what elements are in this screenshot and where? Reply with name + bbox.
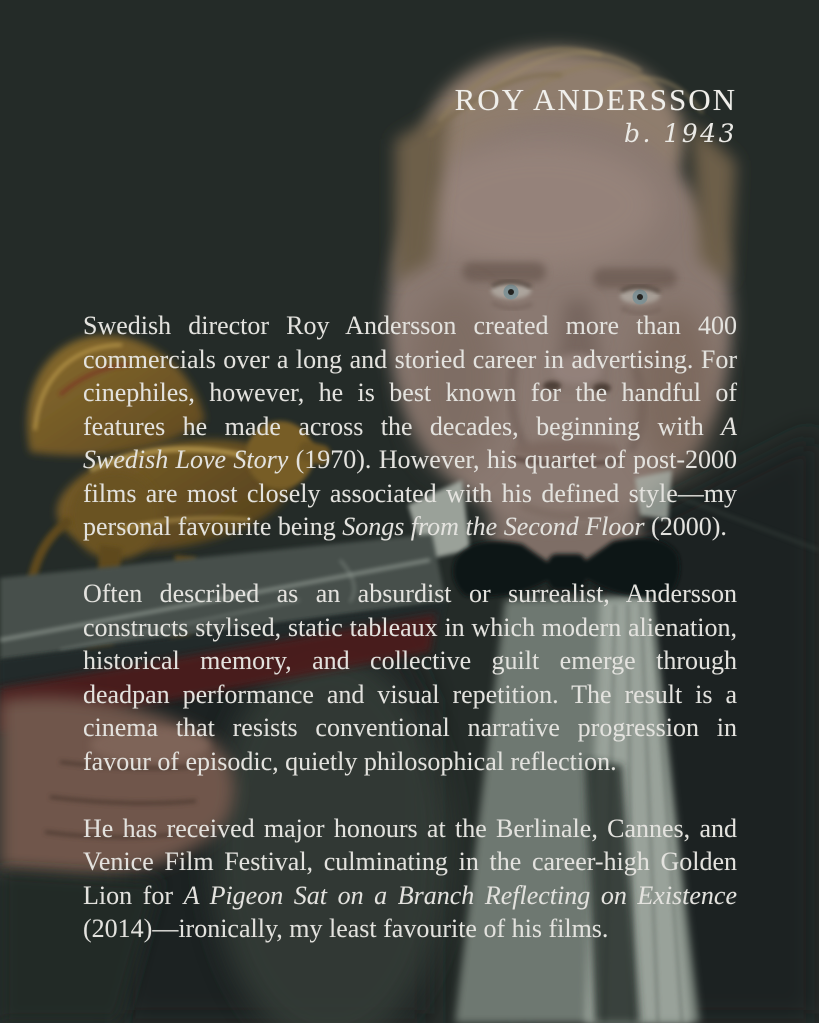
page-title: ROY ANDERSSON bbox=[454, 82, 737, 117]
header bbox=[83, 84, 737, 149]
bio-paragraph-1: Swedish director Roy Andersson created more than 400 commercials over a long and storied career in advertising. For cinephiles, however, he is best known for the handful of features he made across the decades, beginning with A Swedish Love Story (1970). However, his quartet of post-2000 films are most closely associated with his defined style—my personal favourite being Songs from the Second Floor (2000). bbox=[83, 311, 737, 541]
bio-paragraph-3: He has received major honours at the Berlinale, Cannes, and Venice Film Festival, culminating in the career-high Golden Lion for A Pigeon Sat on a Branch Reflecting on Existence (2014)—ironically, my least favourite of his films. bbox=[83, 813, 738, 943]
bio-paragraph-2: Often described as an absurdist or surrealist, Andersson constructs stylised, static tableaux in which modern alienation, historical memory, and collective guilt emerge through deadpan performance and visual repetition. The result is a cinema that resists conventional narrative progression in favour of episodic, quietly philosophical reflection. bbox=[83, 579, 737, 776]
birth-year: b. 1943 bbox=[623, 119, 737, 148]
biography-text bbox=[83, 309, 737, 946]
